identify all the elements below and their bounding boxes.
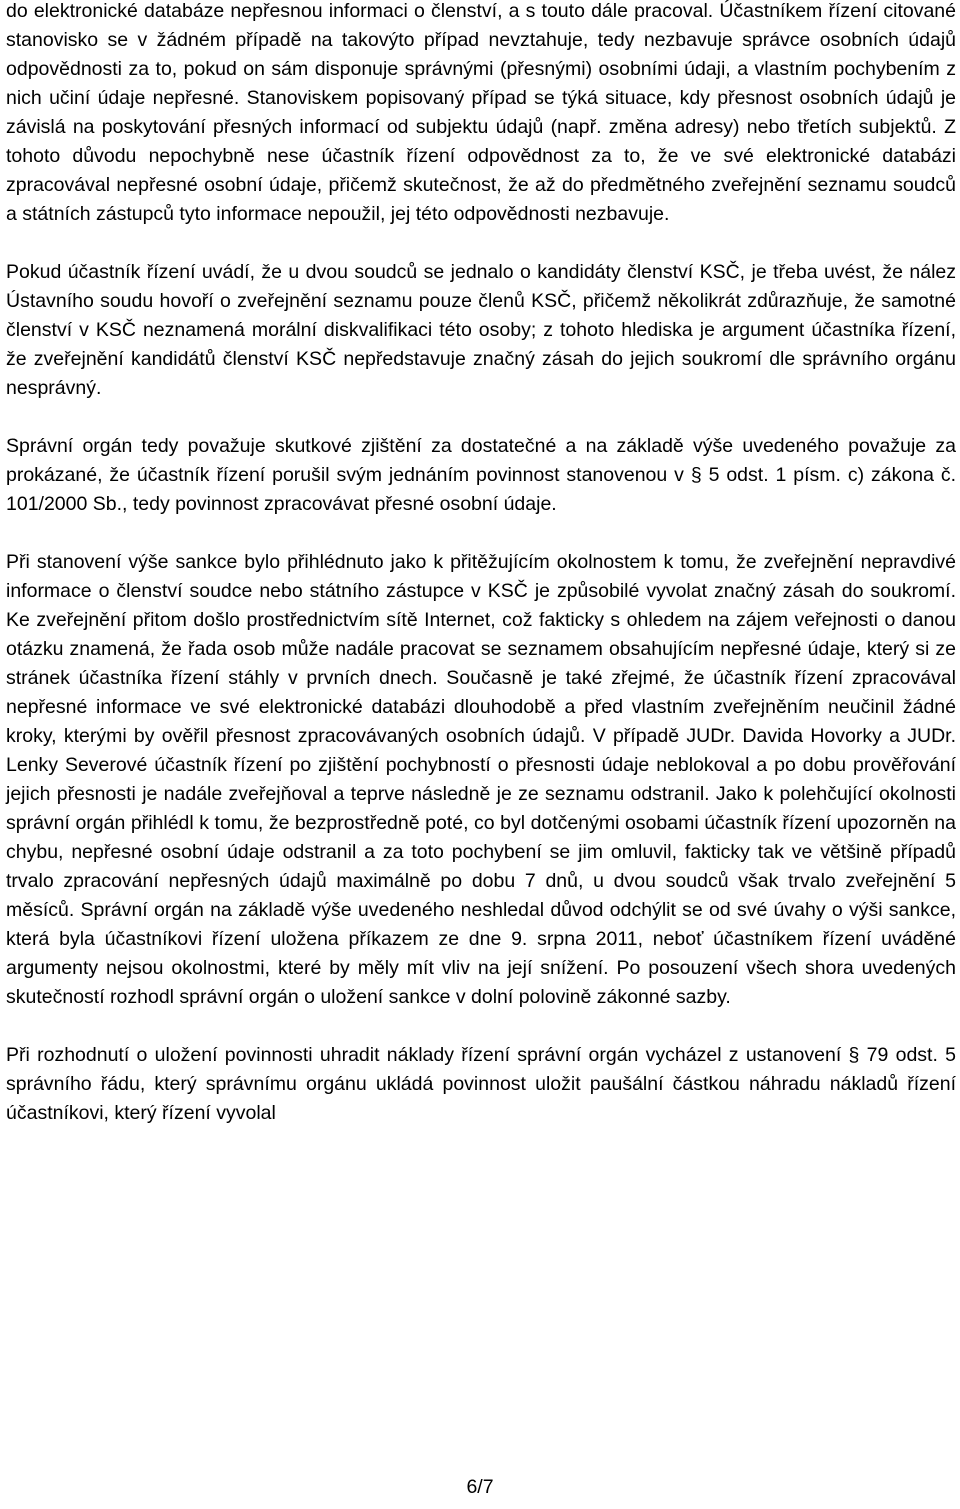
paragraph-2: Pokud účastník řízení uvádí, že u dvou soudců se jednalo o kandidáty členství KSČ, je třeba uvést, že nález Ústavního soudu hovoří o zveřejnění seznamu pouze členů KSČ, přičemž několikrát zdůrazňuje, že samotné členství v KSČ neznamená morální diskvalifikaci této osoby; z tohoto hlediska je argument účastníka řízení, že zveřejnění kandidátů členství KSČ nepředstavuje značný zásah do jejich soukromí dle správního orgánu nesprávný. [6,261,956,399]
paragraph-3: Správní orgán tedy považuje skutkové zjištění za dostatečné a na základě výše uvedeného považuje za prokázané, že účastník řízení porušil svým jednáním povinnost stanovenou v § 5 odst. 1 písm. c) zákona č. 101/2000 Sb., tedy povinnost zpracovávat přesné osobní údaje. [6,435,956,515]
paragraph-1: do elektronické databáze nepřesnou informaci o členství, a s touto dále pracoval. Účastníkem řízení citované stanovisko se v žádném případě na takovýto případ nevztahuje, tedy nezbavuje správce osobních údajů odpovědnosti za to, pokud on sám disponuje správnými (přesnými) osobními údaji, a vlastním pochybením z nich učiní údaje nepřesné. Stanoviskem popisovaný případ se týká situace, kdy přesnost osobních údajů je závislá na poskytování přesných informací od subjektu údajů (např. změna adresy) nebo třetích subjektů. Z tohoto důvodu nepochybně nese účastník řízení odpovědnost za to, že ve své elektronické databázi zpracovával nepřesné osobní údaje, přičemž skutečnost, že až do předmětného zveřejnění seznamu soudců a státních zástupců tyto informace nepoužil, jej této odpovědnosti nezbavuje. [6,0,956,225]
paragraph-5: Při rozhodnutí o uložení povinnosti uhradit náklady řízení správní orgán vycházel z ustanovení § 79 odst. 5 správního řádu, který správnímu orgánu ukládá povinnost uložit paušální částkou náhradu nákladů řízení účastníkovi, který řízení vyvolal [6,1044,956,1124]
paragraph-4: Při stanovení výše sankce bylo přihlédnuto jako k přitěžujícím okolnostem k tomu, že zveřejnění nepravdivé informace o členství soudce nebo státního zástupce v KSČ je způsobilé vyvolat značný zásah do soukromí. Ke zveřejnění přitom došlo prostřednictvím sítě Internet, což fakticky s ohledem na zájem veřejnosti o danou otázku znamená, že řada osob může nadále pracovat se seznamem obsahujícím nepřesné údaje, který si ze stránek účastníka řízení stáhly v prvních dnech. Současně je také zřejmé, že účastník řízení zpracovával nepřesné informace ve své elektronické databázi dlouhodobě a před vlastním zveřejněním neučinil žádné kroky, kterými by ověřil přesnost zpracovávaných osobních údajů. V případě JUDr. Davida Hovorky a JUDr. Lenky Severové účastník řízení po zjištění pochybností o přesnosti údaje neblokoval a po dobu prověřování jejich přesnosti je nadále zveřejňoval a teprve následně je ze seznamu odstranil. Jako k polehčující okolnosti správní orgán přihlédl k tomu, že bezprostředně poté, co byl dotčenými osobami účastník řízení upozorněn na chybu, nepřesné osobní údaje odstranil a za toto pochybení se jim omluvil, fakticky tak ve většině případů trvalo zpracování nepřesných údajů maximálně po dobu 7 dnů, u dvou soudců však trvalo zveřejnění 5 měsíců. Správní orgán na základě výše uvedeného neshledal důvod odchýlit se od své úvahy o výši sankce, která byla účastníkovi řízení uložena příkazem ze dne 9. srpna 2011, neboť účastníkem řízení uváděné argumenty nejsou okolnostmi, které by měly mít vliv na její snížení. Po posouzení všech shora uvedených skutečností rozhodl správní orgán o uložení sankce v dolní polovině zákonné sazby. [6,551,956,1008]
page-number: 6/7 [466,1476,494,1498]
document-page [6,0,956,1128]
